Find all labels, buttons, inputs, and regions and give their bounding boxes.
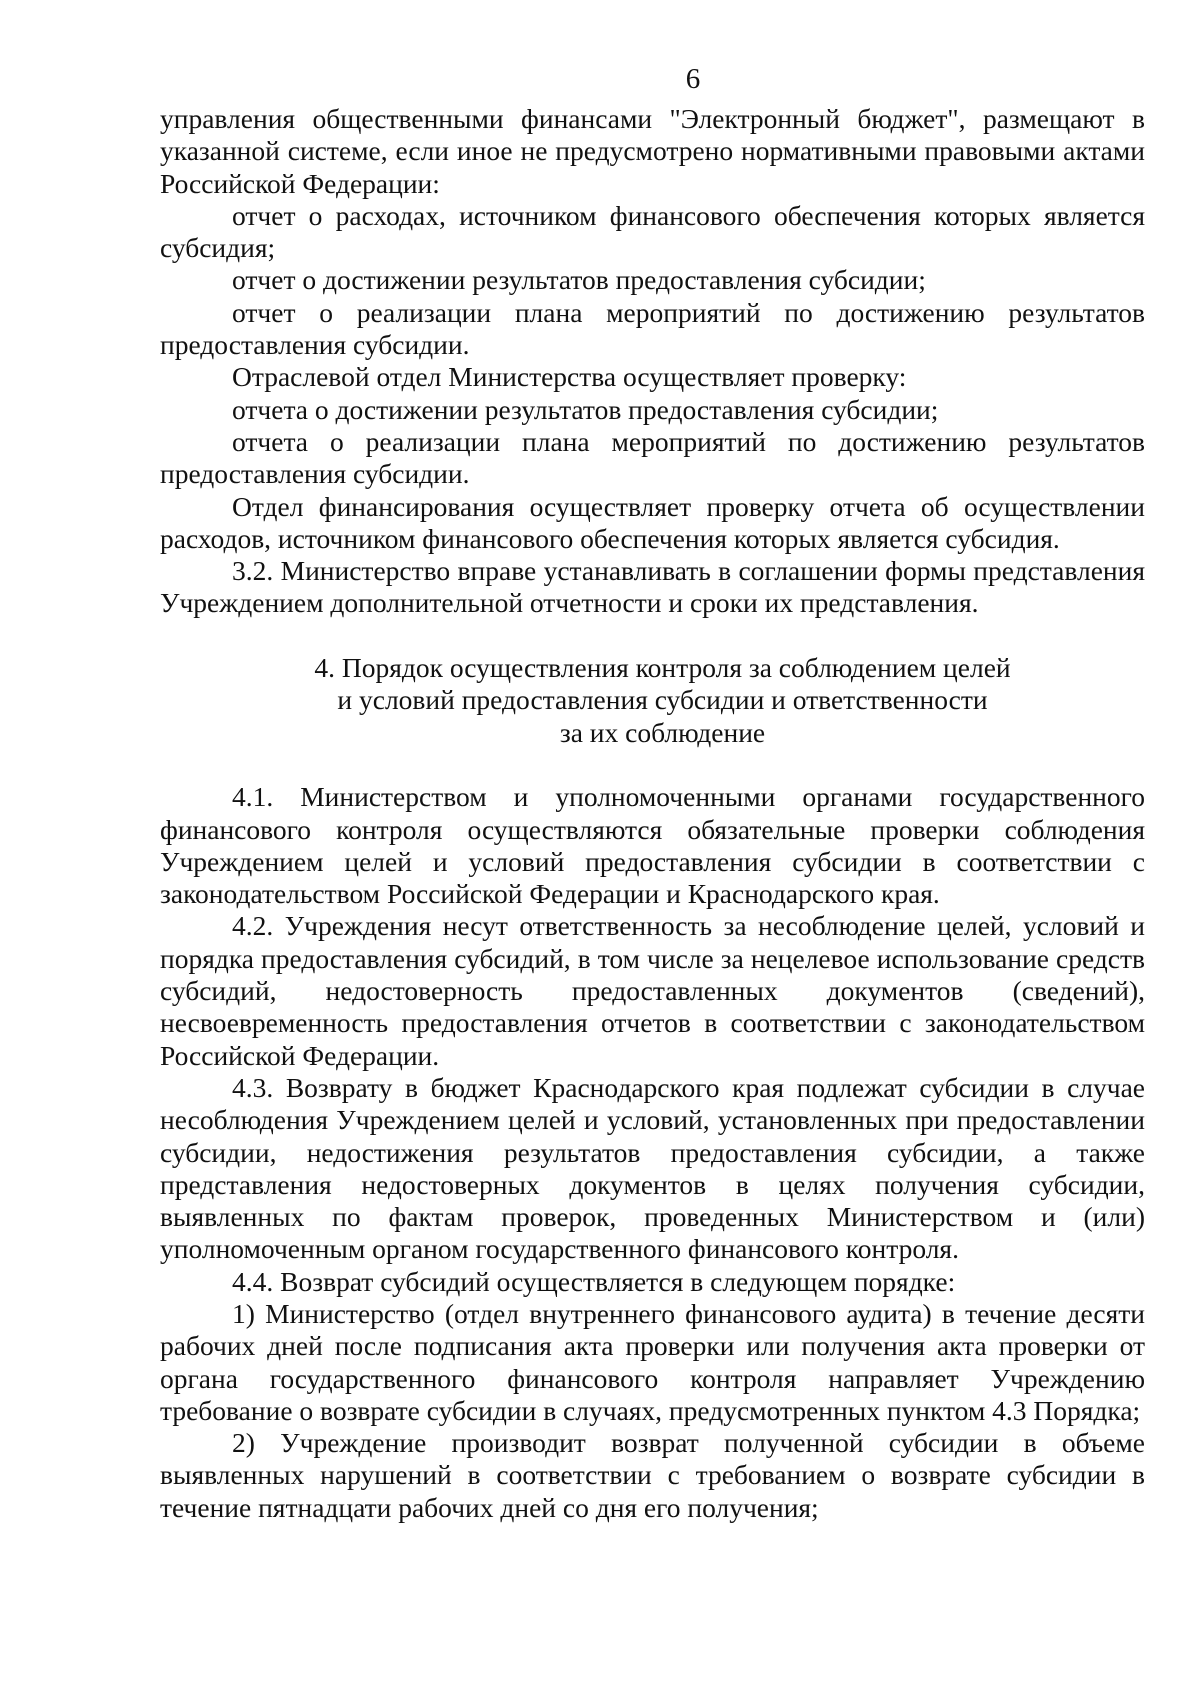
paragraph-industry-department: Отраслевой отдел Министерства осуществляет проверку: — [232, 361, 907, 393]
paragraph-4-3: 4.3. Возврату в бюджет Краснодарского края подлежат субсидии в случае несоблюдения Учреждением целей и условий, установленных при предоставлении субсидии, недостижения результатов предоставления субсидии, а также представления недостоверных документов в целях получения субсидии, выявленных по фактам проверок, проведенных Министерством и (или) уполномоченным органом государственного финансового контроля. — [160, 1071, 1145, 1265]
document-body — [160, 103, 1145, 1524]
paragraph-continuation: управления общественными финансами "Электронный бюджет", размещают в указанной системе, если иное не предусмотрено нормативными правовыми актами Российской Федерации: — [160, 103, 1145, 199]
page-number: 6 — [685, 63, 701, 95]
paragraph-results-report: отчет о достижении результатов предоставления субсидии; — [232, 264, 926, 296]
paragraph-4-4-item-1: 1) Министерство (отдел внутреннего финансового аудита) в течение десяти рабочих дней после подписания акта проверки или получения акта проверки от органа государственного финансового контроля направляет Учреждению требование о возврате субсидии в случаях, предусмотренных пунктом 4.3 Порядка; — [160, 1298, 1145, 1426]
paragraph-plan-check: отчета о реализации плана мероприятий по достижению результатов предоставления субсидии. — [160, 425, 1145, 490]
paragraph-expense-report: отчет о расходах, источником финансового обеспечения которых является субсидия; — [160, 199, 1145, 264]
paragraph-4-1: 4.1. Министерством и уполномоченными органами государственного финансового контроля осуществляются обязательные проверки соблюдения Учреждением целей и условий предоставления субсидии в соответствии с законодательством Российской Федерации и Краснодарского края. — [160, 781, 1145, 910]
section-4-heading-line-3: за их соблюдение — [559, 716, 766, 748]
section-4-heading-line-1: 4. Порядок осуществления контроля за соблюдением целей — [314, 651, 1011, 683]
paragraph-4-2: 4.2. Учреждения несут ответственность за несоблюдение целей, условий и порядка предоставления субсидий, в том числе за нецелевое использование средств субсидий, недостоверность предоставленных документов (сведений), несвоевременность предоставления отчетов в соответствии с законодательством Российской Федерации. — [160, 910, 1145, 1071]
paragraph-financing-department: Отдел финансирования осуществляет проверку отчета об осуществлении расходов, источником финансового обеспечения которых является субсидия. — [160, 490, 1145, 554]
paragraph-3-2: 3.2. Министерство вправе устанавливать в соглашении формы представления Учреждением дополнительной отчетности и сроки их представления. — [160, 555, 1145, 619]
paragraph-4-4: 4.4. Возврат субсидий осуществляется в следующем порядке: — [232, 1265, 956, 1297]
section-4-heading — [160, 652, 1145, 750]
paragraph-plan-report: отчет о реализации плана мероприятий по достижению результатов предоставления субсидии. — [160, 296, 1145, 361]
paragraph-4-4-item-2: 2) Учреждение производит возврат полученной субсидии в объеме выявленных нарушений в соответствии с требованием о возврате субсидии в течение пятнадцати рабочих дней со дня его получения; — [160, 1427, 1145, 1523]
section-4-heading-line-2: и условий предоставления субсидии и ответственности — [337, 684, 988, 716]
paragraph-results-check: отчета о достижении результатов предоставления субсидии; — [232, 393, 939, 425]
